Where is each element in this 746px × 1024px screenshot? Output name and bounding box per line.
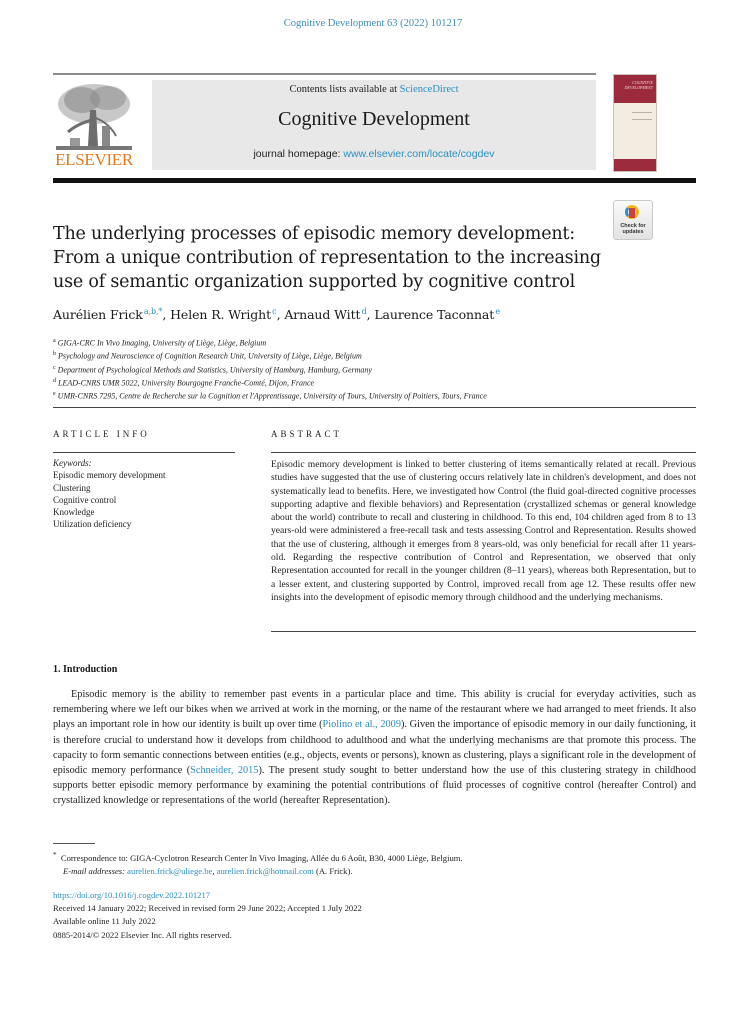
article-info-heading: ARTICLE INFO xyxy=(53,429,150,439)
citation-link[interactable]: Piolino et al., 2009 xyxy=(322,719,401,731)
affiliation-text: UMR-CNRS 7295, Centre de Recherche sur la Cognition et l'Apprentissage, University of Tours, University of Poitiers, Tours, France xyxy=(57,391,487,401)
affiliation-item xyxy=(53,376,693,389)
author-separator: , xyxy=(162,307,171,323)
publisher-wordmark: ELSEVIER xyxy=(55,150,133,169)
keywords-label: Keywords: xyxy=(53,458,92,468)
header-thick-rule xyxy=(53,178,696,183)
affiliation-key: d xyxy=(53,377,56,384)
cover-text-lines xyxy=(632,112,652,120)
author-affiliation-marker[interactable]: e xyxy=(495,307,500,316)
introduction-paragraph xyxy=(53,687,696,809)
article-title: The underlying processes of episodic memory development: From a unique contribution of representation to the increasing use of semantic organization supported by cognitive control xyxy=(53,224,601,292)
elsevier-logo[interactable] xyxy=(52,80,136,170)
keyword-item: Clustering xyxy=(53,482,91,493)
citation-link[interactable]: Schneider, 2015 xyxy=(190,765,259,777)
affiliation-text: LEAD-CNRS UMR 5022, University Bourgogne Franche-Comté, Dijon, France xyxy=(58,378,315,388)
correspondence-text: Correspondence to: GIGA-Cyclotron Research Center In Vivo Imaging, Allée du 6 Août, B30, 4000 Liège, Belgium. xyxy=(60,852,463,863)
received-dates: Received 14 January 2022; Received in revised form 29 June 2022; Accepted 1 July 2022 xyxy=(53,903,362,914)
check-updates-label xyxy=(614,223,652,235)
homepage-prefix: journal homepage: xyxy=(253,148,344,160)
bookmark-icon xyxy=(629,208,635,218)
affiliation-list xyxy=(53,336,693,402)
email-link[interactable]: aurelien.frick@hotmail.com xyxy=(216,865,314,876)
email-label: E-mail addresses: xyxy=(63,865,125,876)
abstract-rule xyxy=(271,452,696,453)
elsevier-tree-icon xyxy=(52,80,136,154)
footnote-rule xyxy=(53,843,95,844)
correspondence-footnote xyxy=(53,849,693,878)
cover-top-band xyxy=(614,75,656,103)
author-separator: , xyxy=(276,307,285,323)
available-online: Available online 11 July 2022 xyxy=(53,916,156,927)
abstract-heading: ABSTRACT xyxy=(271,429,343,439)
section-divider xyxy=(53,407,696,408)
header-top-rule xyxy=(53,73,596,75)
correspondence-line xyxy=(53,849,693,865)
check-for-updates-button[interactable] xyxy=(613,200,653,240)
affiliation-item xyxy=(53,349,693,362)
affiliation-text: GIGA-CRC In Vivo Imaging, University of Liège, Liège, Belgium xyxy=(57,338,267,348)
check-updates-line2: updates xyxy=(622,229,644,235)
cover-title-line1: COGNITIVE xyxy=(632,80,653,85)
intro-text: Episodic memory is the ability to remember past events in a particular place and time. This ability is crucial for everyday activities, such as remembering where we left our bikes when we arrived at work in the morning, or the name of the restaurant where we had arranged to meet friends. It also plays an important role in how our identity is built up over time ( xyxy=(53,689,696,731)
keyword-item: Episodic memory development xyxy=(53,470,166,481)
journal-reference-link[interactable]: Cognitive Development 63 (2022) 101217 xyxy=(283,18,463,29)
author-name[interactable]: Arnaud Witt xyxy=(284,307,361,323)
affiliation-key: a xyxy=(53,338,56,344)
introduction-heading: 1. Introduction xyxy=(53,664,118,675)
abstract-bottom-rule xyxy=(271,631,696,632)
keyword-item: Knowledge xyxy=(53,507,95,518)
contents-line xyxy=(152,84,596,95)
footnote-marker: * xyxy=(53,851,57,859)
email-suffix: (A. Frick). xyxy=(313,865,353,876)
affiliation-key: b xyxy=(53,351,56,358)
affiliation-key: c xyxy=(53,364,56,371)
affiliation-item xyxy=(53,336,693,349)
author-affiliation-marker[interactable]: d xyxy=(361,307,367,316)
copyright-line: 0885-2014/© 2022 Elsevier Inc. All rights reserved. xyxy=(53,929,232,940)
article-info-rule xyxy=(53,452,235,453)
homepage-line xyxy=(152,148,596,160)
sciencedirect-link[interactable]: ScienceDirect xyxy=(399,84,459,95)
cover-title-line2: DEVELOPMENT xyxy=(624,85,653,90)
cover-title xyxy=(625,80,653,90)
author-affiliation-marker[interactable]: a,b,* xyxy=(143,307,163,316)
journal-cover-thumbnail[interactable] xyxy=(613,74,657,172)
affiliation-item xyxy=(53,363,693,376)
author-name[interactable]: Aurélien Frick xyxy=(53,307,143,323)
affiliation-item xyxy=(53,389,693,402)
affiliation-key: e xyxy=(53,391,56,397)
keywords-list xyxy=(53,457,243,531)
email-separator: , xyxy=(212,865,217,876)
email-link[interactable]: aurelien.frick@uliege.be xyxy=(127,865,213,876)
contents-prefix: Contents lists available at xyxy=(289,84,400,95)
keyword-item: Utilization deficiency xyxy=(53,519,132,530)
abstract-text: Episodic memory development is linked to better clustering of items semantically related at recall. Previous studies have suggested that the use of clustering occurs relatively late in children's development, and does not systematically lead to benefits. Here, we investigated how Control (the fluid goal-directed cognitive processes supporting adaptive and flexible behaviors) and Representation (crystallized schemas or general knowledge about the world) contribute to recall and clustering in childhood. To this end, 104 children aged from 8 to 13 years-old were administered a free-recall task and tests assessing Control and Representation. Results showed that the use of clustering, although it emerges from 8 years-old, was only beneficial for recall after 11 years-old. Regarding the respective contribution of Control and Representation, we observed that only Representation accounted for recall in the younger children (8–11 years), whereas both Representation, but to a lesser extent, and clustering supported by Control, improved recall from age 12. These results offer new insights into the development of episodic memory through childhood and the underlying mechanisms. xyxy=(271,459,696,603)
publication-info xyxy=(53,889,693,942)
check-updates-line1: Check for xyxy=(620,223,646,229)
affiliation-text: Department of Psychological Methods and Statistics, University of Hamburg, Hamburg, Germany xyxy=(57,365,372,375)
author-name[interactable]: Laurence Taconnat xyxy=(374,307,495,323)
affiliation-text: Psychology and Neuroscience of Cognition Research Unit, University of Liège, Liège, Belgium xyxy=(58,351,362,361)
author-list xyxy=(53,307,500,322)
cover-bottom-band xyxy=(614,159,656,171)
journal-homepage-link[interactable]: www.elsevier.com/locate/cogdev xyxy=(343,148,495,160)
email-line xyxy=(53,865,693,878)
journal-title: Cognitive Development xyxy=(278,108,470,130)
author-separator: , xyxy=(366,307,375,323)
doi-link[interactable]: https://doi.org/10.1016/j.cogdev.2022.101217 xyxy=(53,890,211,900)
author-name[interactable]: Helen R. Wright xyxy=(170,307,272,323)
keyword-item: Cognitive control xyxy=(53,494,117,505)
intro-text: ). Given the importance of episodic memory in our daily functioning, it is therefore crucial to understand how it develops from childhood to adulthood and what the underlying mechanisms are that promote this process. The capacity to form semantic connections between entities (e.g., objects, events or persons), known as clustering, plays a significant role in the development of episodic memory performance ( xyxy=(53,719,696,777)
intro-text: ). The present study sought to better understand how the use of this clustering strategy in childhood supports better episodic memory performance by examining the potential contributions of fluid processes of cognitive control (hereafter Control) and crystallized knowledge or representations of the world (hereafter Representation). xyxy=(53,765,696,807)
author-affiliation-marker[interactable]: c xyxy=(272,307,277,316)
journal-header-band xyxy=(152,80,596,170)
